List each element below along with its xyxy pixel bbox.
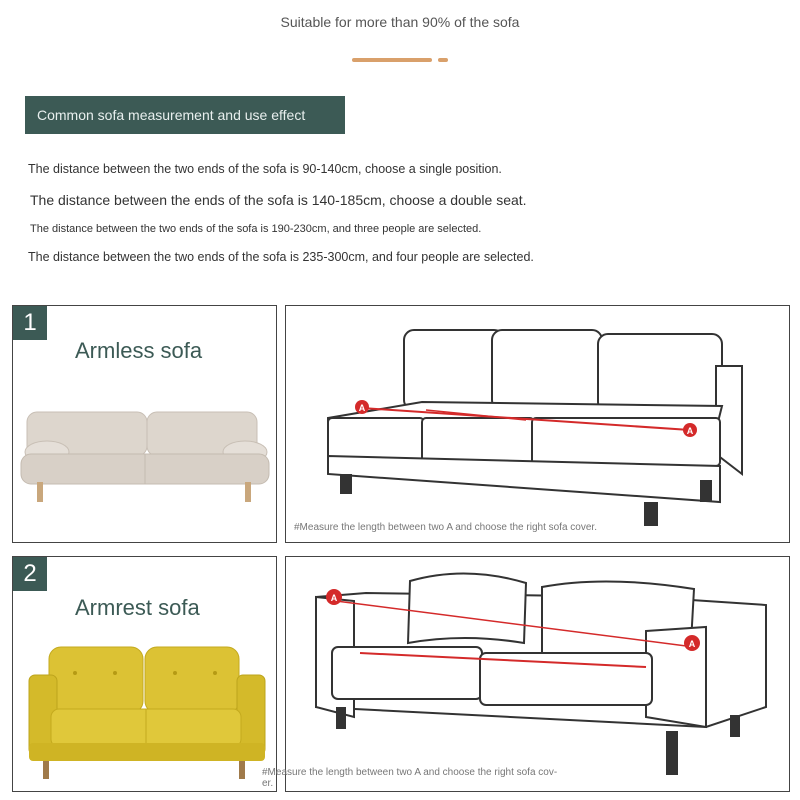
marker-a-right-label: A	[688, 639, 696, 649]
panel-number-badge: 1	[13, 306, 47, 340]
measure-note-armrest-line1: #Measure the length between two A and choose the right sofa cov-	[262, 767, 558, 778]
page-title: Suitable for more than 90% of the sofa	[280, 14, 520, 30]
armless-sofa-diagram	[286, 306, 788, 542]
armless-sofa-diagram-panel	[285, 305, 790, 543]
marker-a-right-label: A	[686, 426, 694, 436]
measure-note-armrest-line2: er.	[262, 778, 274, 789]
title-underline-dot	[438, 58, 448, 62]
marker-a-left-label: A	[330, 593, 338, 603]
rule-double-seat: The distance between the ends of the sofa is 140-185cm, choose a double seat.	[30, 192, 527, 208]
armless-sofa-photo-panel	[12, 305, 277, 543]
armless-sofa-label: Armless sofa	[75, 338, 203, 363]
marker-a-left-label: A	[358, 403, 366, 413]
armrest-sofa-photo-panel	[12, 556, 277, 792]
armrest-sofa-diagram-panel	[262, 556, 790, 792]
section-header: Common sofa measurement and use effect	[25, 96, 345, 134]
armless-sofa-image	[19, 402, 271, 512]
armrest-sofa-label: Armrest sofa	[75, 595, 200, 620]
panel-number-badge: 2	[13, 557, 47, 591]
armrest-sofa-diagram	[286, 557, 788, 791]
rule-four-seat: The distance between the two ends of the sofa is 235-300cm, and four people are selected.	[28, 250, 534, 264]
title-underline	[352, 58, 432, 62]
armrest-sofa-image	[25, 643, 271, 783]
rule-single-seat: The distance between the two ends of the sofa is 90-140cm, choose a single position.	[28, 162, 502, 176]
measure-note-armless: #Measure the length between two A and choose the right sofa cover.	[294, 522, 597, 533]
rule-three-seat: The distance between the two ends of the sofa is 190-230cm, and three people are selected.	[30, 223, 482, 235]
